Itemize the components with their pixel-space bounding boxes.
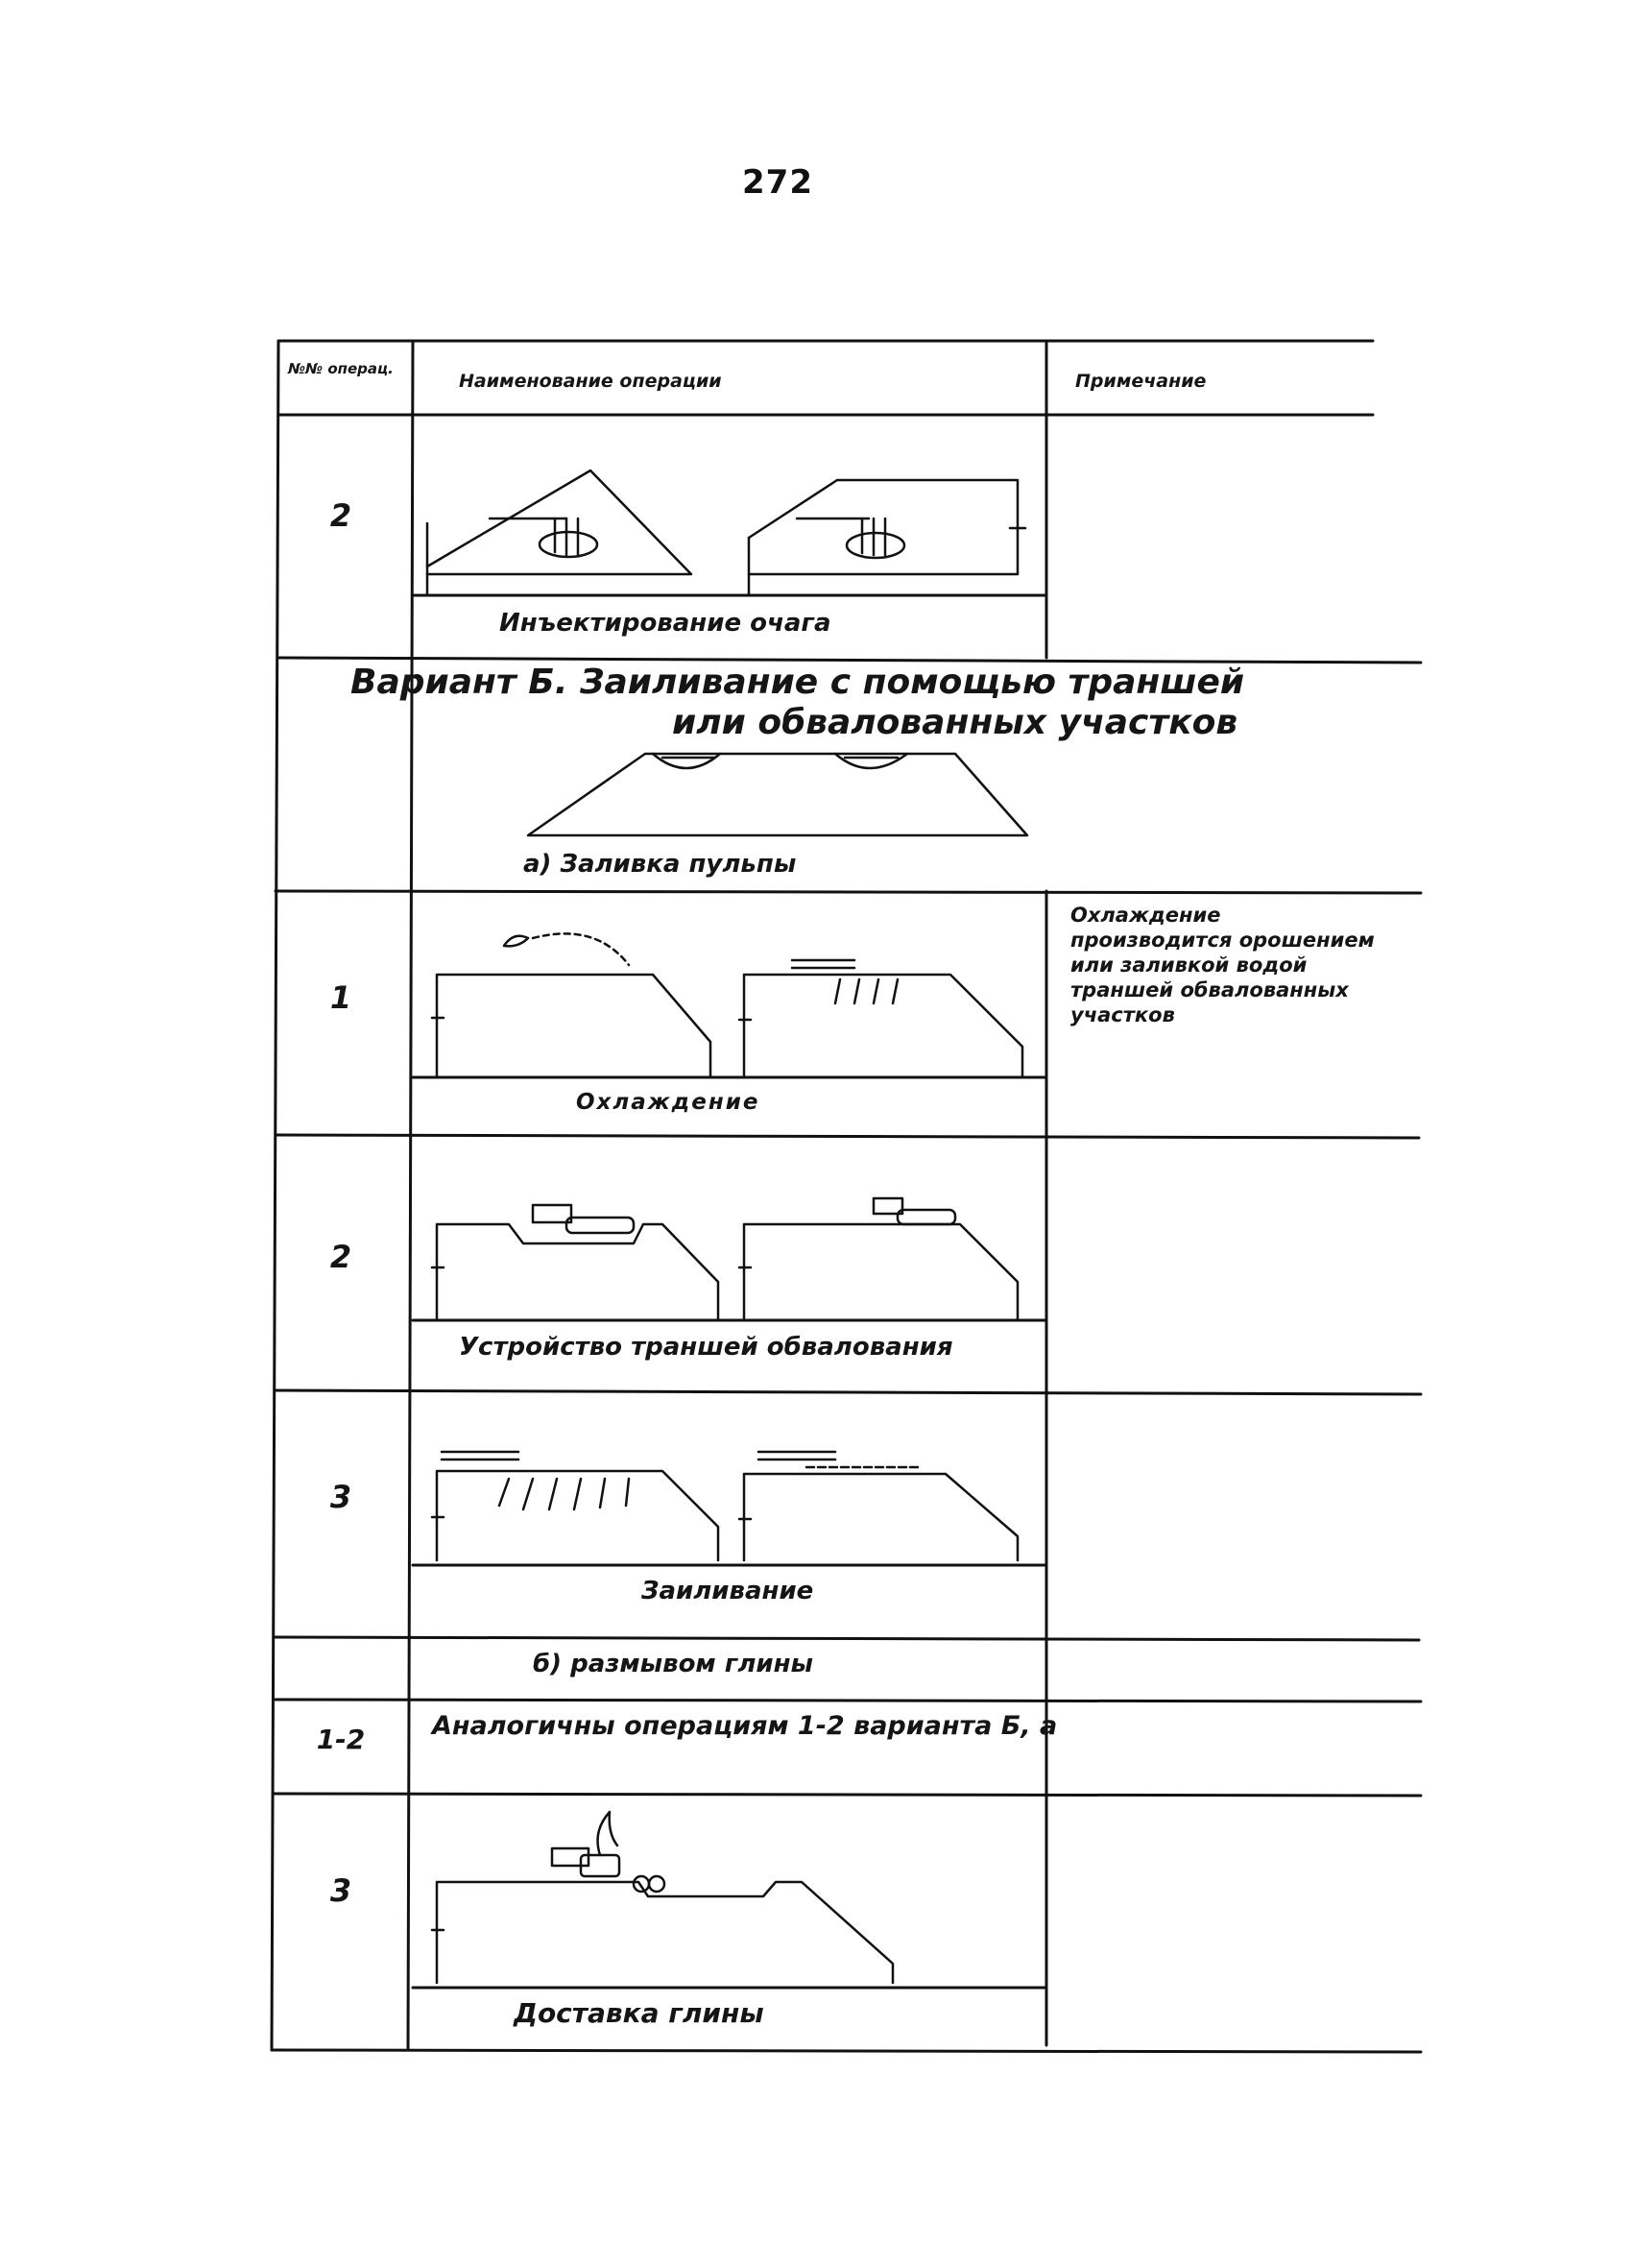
- row-1-caption: Инъектирование очага: [499, 609, 831, 638]
- row-1-2-caption: Аналогичны операциям 1-2 варианта Б, а: [432, 1711, 1058, 1741]
- table-grid: [272, 341, 1421, 2052]
- variant-title: Вариант Б. Заиливание с помощью траншей: [350, 663, 1245, 702]
- header-col-name: Наименование операции: [459, 371, 722, 392]
- row-silting-num: 3: [329, 1479, 352, 1515]
- diagram-pulp-pouring: [528, 754, 1027, 835]
- diagram-injection: [427, 470, 1025, 595]
- page-number: 272: [742, 163, 813, 202]
- row-1-2-num: 1-2: [316, 1724, 366, 1755]
- diagram-trenches: [432, 1198, 1018, 1320]
- row-cooling-num: 1: [329, 979, 352, 1016]
- subsection-b: б) размывом глины: [533, 1650, 814, 1678]
- row-1-num: 2: [329, 497, 352, 534]
- row-silting-caption: Заиливание: [641, 1577, 814, 1605]
- diagram-clay-delivery: [432, 1812, 893, 1983]
- variant-title-2: или обвалованных участков: [672, 703, 1238, 742]
- row-trenches-num: 2: [329, 1239, 352, 1275]
- row-clay-caption: Доставка глины: [514, 1997, 764, 2029]
- diagram-silting: [432, 1452, 1018, 1560]
- row-cooling-note: Охлаждение производится орошением или заливкой водой траншей обвалованных участков: [1070, 904, 1375, 1026]
- row-clay-num: 3: [329, 1872, 352, 1909]
- row-trenches-caption: Устройство траншей обвалования: [459, 1333, 953, 1362]
- row-cooling-caption: Охлаждение: [576, 1090, 760, 1115]
- header-col-note: Примечание: [1075, 371, 1207, 392]
- diagram-cooling: [432, 933, 1022, 1075]
- header-col-num: №№ операц.: [288, 360, 394, 377]
- subsection-a: а) Заливка пульпы: [523, 850, 797, 879]
